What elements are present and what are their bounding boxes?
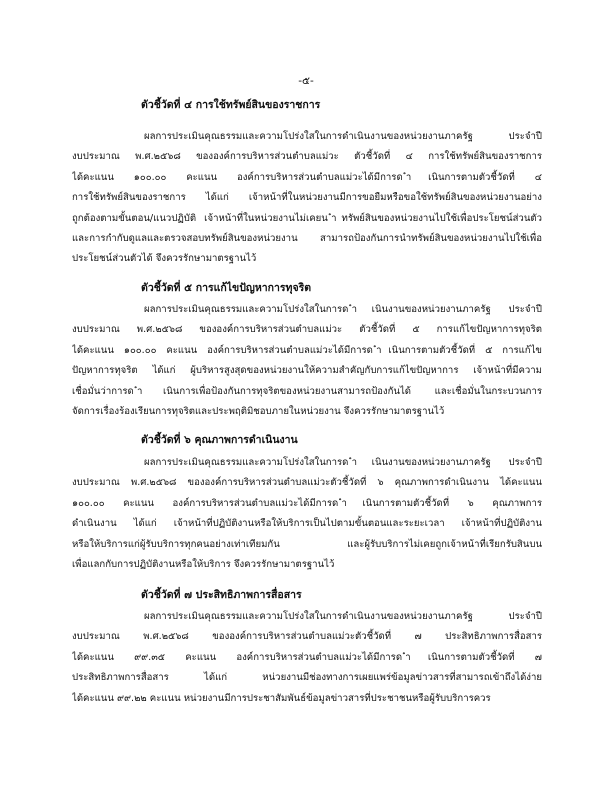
paragraph-line: เพื่อแลกกับการปฏิบัติงานหรือให้บริการ จึงควรรักษามาตรฐานไว้ bbox=[72, 558, 335, 570]
paragraph-line: ผลการประเมินคุณธรรมและความโปร่งใสในการด ำเนินงานของหน่วยงานภาครัฐ ประจำปี bbox=[144, 457, 542, 468]
section-body-4 bbox=[72, 127, 542, 270]
paragraph-line: ปัญหาการทุจริต ได้แก่ ผู้บริหารสูงสุดของหน่วยงานให้ความสำคัญกับการแก้ไขปัญหาการ เจ้าหน้าที่มีความ bbox=[72, 365, 542, 377]
paragraph-line: ประโยชน์ส่วนตัวได้ จึงควรรักษามาตรฐานไว้ bbox=[72, 253, 257, 265]
paragraph-line: ผลการประเมินคุณธรรมและความโปร่งใสในการดำเนินงานของหน่วยงานภาครัฐ ประจำปี bbox=[144, 611, 542, 622]
paragraph-line: และการกำกับดูแลและตรวจสอบทรัพย์สินของหน่วยงาน สามารถป้องกันการนำทรัพย์สินของหน่วยงานไปใช้เพื่อ bbox=[72, 232, 542, 244]
paragraph-line: ผลการประเมินคุณธรรมและความโปร่งใสในการดำเนินงานของหน่วยงานภาครัฐ ประจำปี bbox=[144, 131, 542, 142]
paragraph-line: หรือให้บริการแก่ผู้รับบริการทุกคนอย่างเท่าเทียมกัน และผู้รับบริการไม่เคยถูกเจ้าหน้าที่เรียกรับสินบน bbox=[72, 538, 542, 550]
paragraph-line: จัดการเรื่องร้องเรียนการทุจริตและประพฤติมิชอบภายในหน่วยงาน จึงควรรักษามาตรฐานไว้ bbox=[72, 405, 445, 417]
paragraph-line: งบประมาณ พ.ศ.๒๕๖๘ ขององค์การบริหารส่วนตำบลแม่วะตัวชี้วัดที่ ๗ ประสิทธิภาพการสื่อสาร bbox=[72, 631, 542, 643]
paragraph-line: เชื่อมั่นว่าการด ำเนินการเพื่อป้องกันการทุจริตของหน่วยงานสามารถป้องกันได้ และเชื่อมั่นในกระบวนการ bbox=[72, 385, 542, 397]
section-heading-5: ตัวชี้วัดที่ ๕ การแก้ไขปัญหาการทุจริต bbox=[141, 282, 312, 294]
section-body-7 bbox=[72, 607, 542, 709]
paragraph-line: ได้คะแนน ๙๙.๓๕ คะแนน องค์การบริหารส่วนตำบลแม่วะได้มีการด ำเนินการตามตัวชี้วัดที่ ๗ bbox=[72, 651, 542, 663]
paragraph-line: ผลการประเมินคุณธรรมและความโปร่งใสในการด ำเนินงานของหน่วยงานภาครัฐ ประจำปี bbox=[144, 304, 542, 315]
page-number: -๕- bbox=[298, 75, 314, 87]
section-body-5 bbox=[72, 300, 542, 422]
paragraph-line: งบประมาณ พ.ศ.๒๕๖๘ ขององค์การบริหารส่วนตำบลแม่วะ ตัวชี้วัดที่ ๕ การแก้ไขปัญหาการทุจริต bbox=[72, 324, 542, 336]
section-body-6 bbox=[72, 453, 542, 575]
section-heading-4: ตัวชี้วัดที่ ๔ การใช้ทรัพย์สินของราชการ bbox=[141, 99, 321, 111]
paragraph-line: ได้คะแนน ๑๐๐.๐๐ คะแนน องค์การบริหารส่วนตำบลแม่วะได้มีการด ำเนินการตามตัวชี้วัดที่ ๔ bbox=[72, 171, 542, 183]
paragraph-line: งบประมาณ พ.ศ.๒๕๖๘ ขององค์การบริหารส่วนตำบลแม่วะ ตัวชี้วัดที่ ๔ การใช้ทรัพย์สินของราชการ bbox=[72, 151, 542, 163]
section-heading-6: ตัวชี้วัดที่ ๖ คุณภาพการดำเนินงาน bbox=[141, 434, 298, 446]
paragraph-line: งบประมาณ พ.ศ.๒๕๖๘ ขององค์การบริหารส่วนตำบลแม่วะตัวชี้วัดที่ ๖ คุณภาพการดำเนินงาน ได้คะแนน bbox=[72, 477, 542, 489]
paragraph-line: ได้คะแนน ๑๐๐.๐๐ คะแนน องค์การบริหารส่วนตำบลแม่วะได้มีการด ำเนินการตามตัวชี้วัดที่ ๕ การแก้ไข bbox=[72, 344, 542, 356]
paragraph-line: ได้คะแนน ๙๙.๒๒ คะแนน หน่วยงานมีการประชาสัมพันธ์ข้อมูลข่าวสารที่ประชาชนหรือผู้รับบริการควร bbox=[72, 692, 491, 704]
paragraph-line: ถูกต้องตามขั้นตอน/แนวปฏิบัติ เจ้าหน้าที่ในหน่วยงานไม่เคยน ำทรัพย์สินของหน่วยงานไปใช้เพื่อประโยชน์ส่วนตัว bbox=[72, 212, 542, 224]
paragraph-line: ๑๐๐.๐๐ คะแนน องค์การบริหารส่วนตำบลแม่วะได้มีการด ำเนินการตามตัวชี้วัดที่ ๖ คุณภาพการ bbox=[72, 497, 542, 509]
paragraph-line: ดำเนินงาน ได้แก่ เจ้าหน้าที่ปฏิบัติงานหรือให้บริการเป็นไปตามขั้นตอนและระยะเวลา เจ้าหน้าที่ปฏิบัติงาน bbox=[72, 518, 542, 530]
paragraph-line: ประสิทธิภาพการสื่อสาร ได้แก่ หน่วยงานมีช่องทางการเผยแพร่ข้อมูลข่าวสารที่สามารถเข้าถึงได้ง่าย bbox=[72, 672, 542, 684]
section-heading-7: ตัวชี้วัดที่ ๗ ประสิทธิภาพการสื่อสาร bbox=[141, 589, 302, 601]
paragraph-line: การใช้ทรัพย์สินของราชการ ได้แก่ เจ้าหน้าที่ในหน่วยงานมีการขอยืมหรือขอใช้ทรัพย์สินของหน่วยงานอย่าง bbox=[72, 192, 542, 204]
